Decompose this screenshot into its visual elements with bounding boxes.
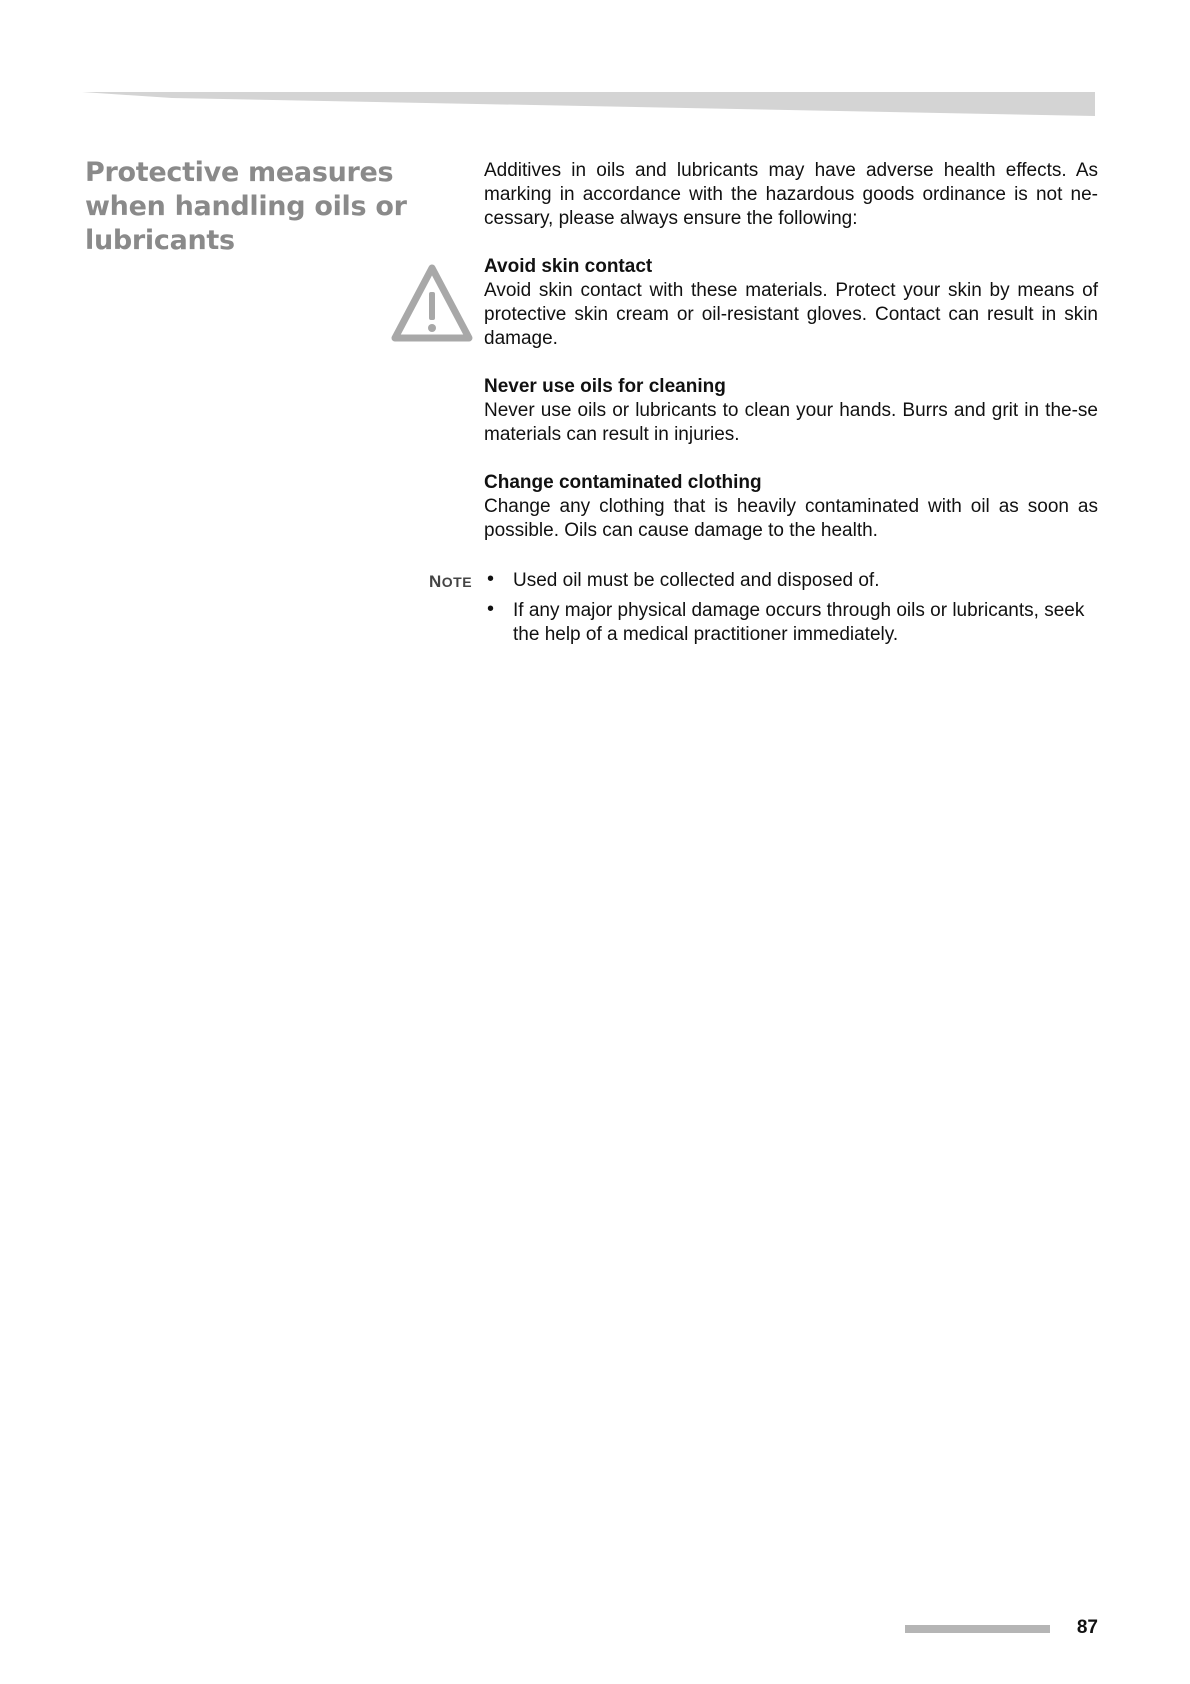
note-label-rest: OTE [441, 574, 473, 590]
safety-block-skin-contact [484, 255, 1098, 351]
block-text: Avoid skin contact with these materials. Protect your skin by means of protective skin cream or oil-resistant gloves. Contact can result in skin damage. [484, 280, 1098, 349]
note-label [429, 572, 472, 592]
block-text: Never use oils or lubricants to clean your hands. Burrs and grit in the-se materials can result in injuries. [484, 400, 1098, 445]
intro-paragraph: Additives in oils and lubricants may have adverse health effects. As marking in accordance with the hazardous goods ordinance is not ne-cessary, please always ensure the following: [484, 160, 1098, 229]
block-title: Never use oils for cleaning [484, 376, 726, 397]
block-title: Change contaminated clothing [484, 472, 762, 493]
note-list [484, 569, 1098, 653]
warning-triangle-icon [389, 262, 475, 344]
header-bar [82, 92, 1095, 116]
page-number: 87 [1076, 1617, 1098, 1638]
section-title: Protective measures when handling oils or lubricants [85, 157, 407, 256]
block-title: Avoid skin contact [484, 256, 653, 277]
note-label-initial: N [429, 572, 442, 591]
content-column [484, 159, 1098, 567]
block-text: Change any clothing that is heavily contaminated with oil as soon as possible. Oils can cause damage to the health. [484, 496, 1098, 541]
footer-bar [905, 1625, 1050, 1633]
safety-block-cleaning [484, 375, 1098, 447]
note-item: • Used oil must be collected and disposed of. [484, 569, 1098, 593]
note-item: • If any major physical damage occurs through oils or lubricants, seek the help of a medical practitioner immediately. [484, 599, 1098, 647]
safety-block-clothing [484, 471, 1098, 543]
